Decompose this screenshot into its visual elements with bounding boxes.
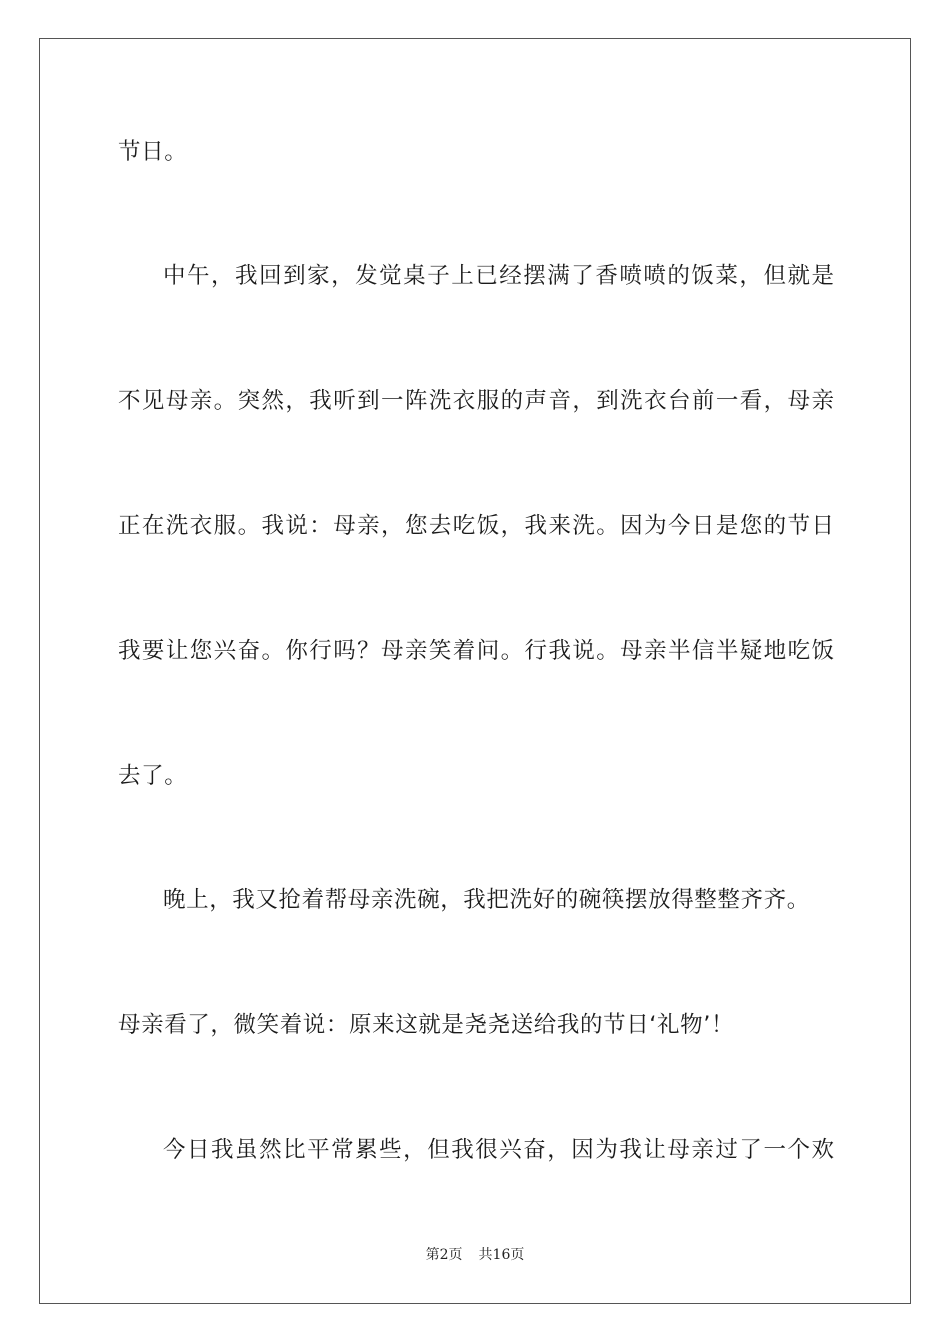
page-footer [0, 1246, 950, 1264]
text-line-2: 中午，我回到家，发觉桌子上已经摆满了香喷喷的饭菜，但就是 [163, 263, 834, 289]
text-line-4: 正在洗衣服。我说：母亲，您去吃饭，我来洗。因为今日是您的节日 [118, 513, 834, 539]
text-line-3: 不见母亲。突然，我听到一阵洗衣服的声音，到洗衣台前一看，母亲 [118, 388, 834, 414]
page-total: 共16页 [478, 1247, 525, 1263]
text-line-7: 晚上，我又抢着帮母亲洗碗，我把洗好的碗筷摆放得整整齐齐。 [163, 887, 810, 913]
text-line-6: 去了。 [118, 763, 188, 789]
text-line-9: 今日我虽然比平常累些，但我很兴奋，因为我让母亲过了一个欢 [163, 1137, 834, 1163]
page-border [39, 38, 911, 1304]
text-line-5: 我要让您兴奋。你行吗？母亲笑着问。行我说。母亲半信半疑地吃饭 [118, 638, 834, 664]
text-line-1: 节日。 [118, 139, 188, 165]
page-number: 第2页 [425, 1247, 463, 1263]
text-line-8: 母亲看了，微笑着说：原来这就是尧尧送给我的节日‘礼物’！ [118, 1012, 735, 1038]
